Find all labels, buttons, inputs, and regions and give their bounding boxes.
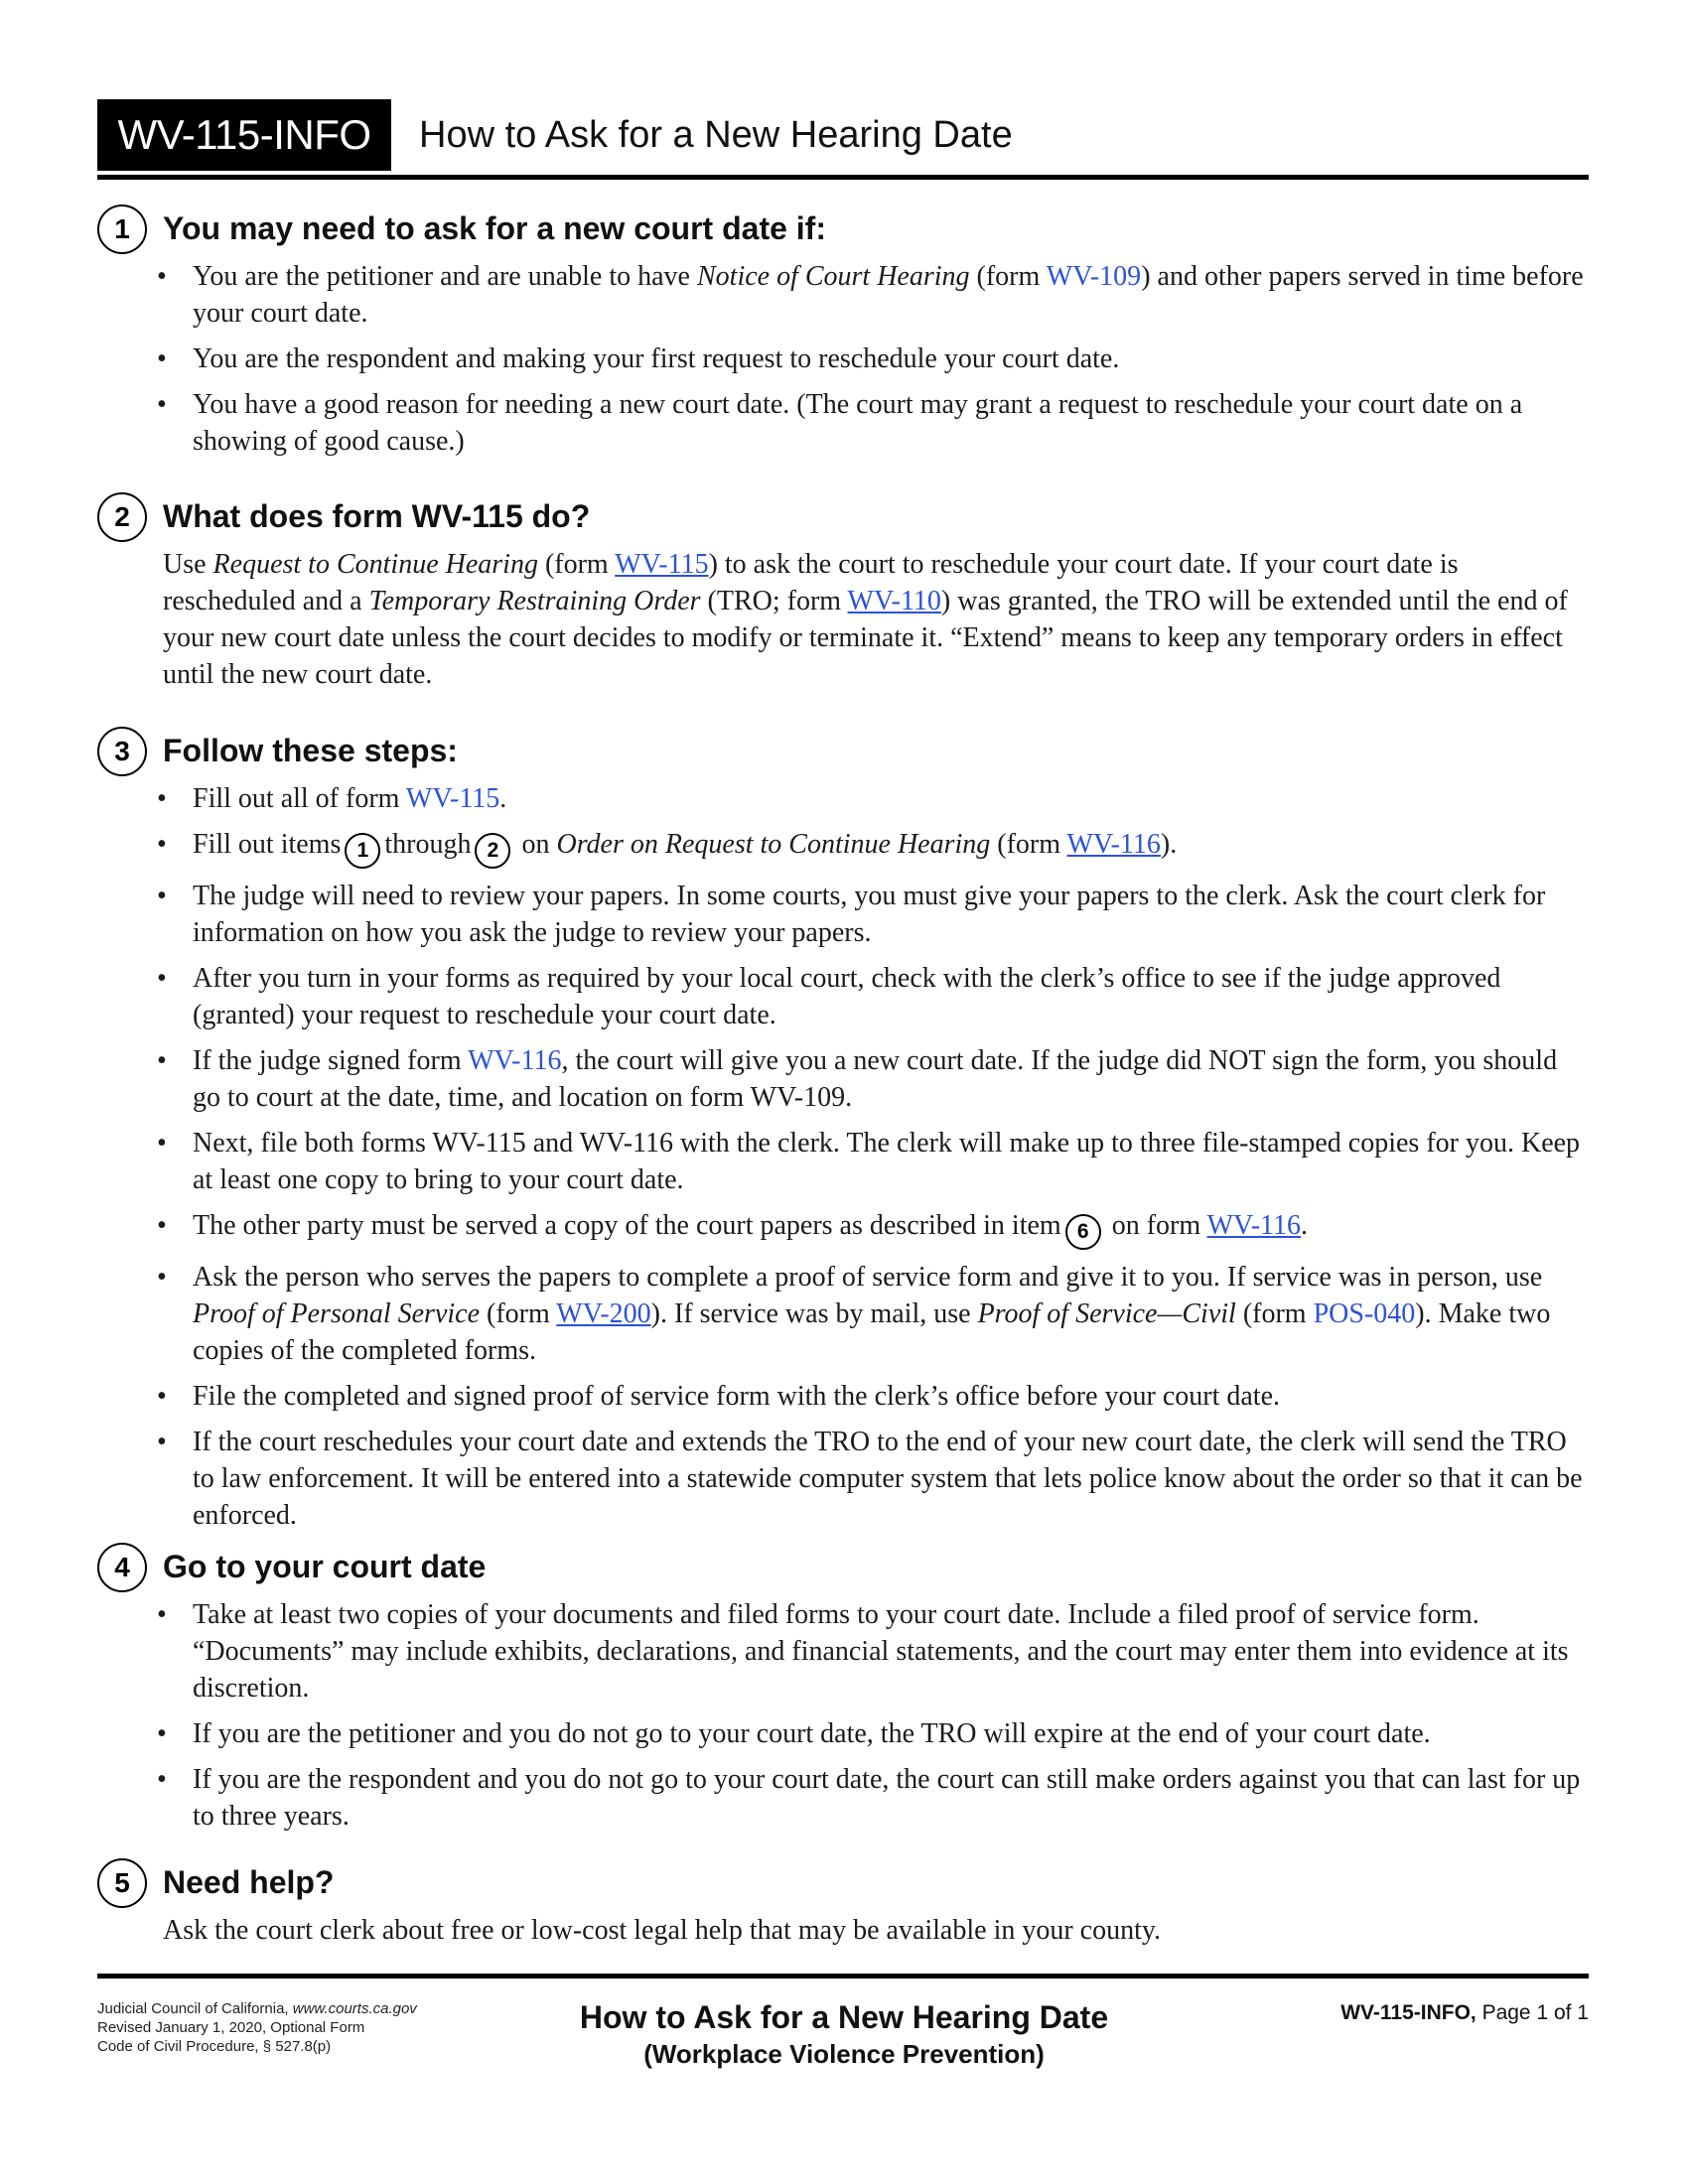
header-divider	[97, 175, 1589, 180]
section-2	[97, 492, 1587, 693]
courts-website-link[interactable]: www.courts.ca.gov	[292, 2000, 417, 2017]
list-item: • Fill out items 1 through 2 on Order on Request to Continue Hearing (form WV-116).	[157, 826, 1587, 869]
bullet-icon: •	[157, 1045, 167, 1076]
section-title: Go to your court date	[163, 1549, 487, 1584]
bullet-icon: •	[157, 829, 167, 860]
list-item: • You are the respondent and making your first request to reschedule your court date.	[157, 341, 1587, 377]
bullet-icon: •	[157, 1599, 167, 1630]
section-3	[97, 727, 1587, 1543]
footer-page-number: WV-115-INFO, Page 1 of 1	[1340, 2001, 1589, 2024]
form-link-pos-040[interactable]: POS-040	[1313, 1298, 1416, 1329]
bullet-list	[97, 258, 1587, 460]
bullet-icon: •	[157, 343, 167, 374]
list-item: • Next, file both forms WV-115 and WV-116 with the clerk. The clerk will make up to three file-stamped copies for you. Keep at least one copy to bring to your court date.	[157, 1125, 1587, 1198]
list-item: • If the court reschedules your court date and extends the TRO to the end of your new court date, the clerk will send the TRO to law enforcement. It will be entered into a statewide computer system that lets police know about the order so that it can be enforced.	[157, 1424, 1587, 1534]
section-title: Follow these steps:	[163, 733, 458, 768]
bullet-icon: •	[157, 1381, 167, 1412]
section-title: You may need to ask for a new court date if:	[163, 210, 826, 246]
list-item: • Fill out all of form WV-115.	[157, 780, 1587, 817]
list-item: • Take at least two copies of your documents and filed forms to your court date. Include a filed proof of service form. “Documents” may include exhibits, declarations, and financial statements, and the court may enter them into evidence at its discretion.	[157, 1596, 1587, 1706]
list-item: • If you are the petitioner and you do not go to your court date, the TRO will expire at the end of your court date.	[157, 1715, 1587, 1752]
section-title: Need help?	[163, 1864, 335, 1900]
list-item: • The judge will need to review your papers. In some courts, you must give your papers to the clerk. Ask the court clerk for information on how you ask the judge to review your papers.	[157, 878, 1587, 951]
page-title: How to Ask for a New Hearing Date	[419, 114, 1013, 156]
section-paragraph: Use Request to Continue Hearing (form WV-115) to ask the court to reschedule your court date. If your court date is rescheduled and a Temporary Restraining Order (TRO; form WV-110) was granted, the TRO will be extended until the end of your new court date unless the court decides to modify or terminate it. “Extend” means to keep any temporary orders in effect until the new court date.	[163, 549, 1568, 690]
bullet-icon: •	[157, 261, 167, 292]
section-4	[97, 1543, 1587, 1843]
bullet-list	[97, 1596, 1587, 1835]
bullet-icon: •	[157, 881, 167, 911]
list-item: • File the completed and signed proof of service form with the clerk’s office before your court date.	[157, 1378, 1587, 1415]
form-link-wv-116[interactable]: WV-116	[1206, 1210, 1301, 1241]
form-link-wv-115[interactable]: WV-115	[615, 549, 709, 580]
item-number-badge: 6	[1065, 1214, 1101, 1250]
list-item: • You are the petitioner and are unable to have Notice of Court Hearing (form WV-109) and other papers served in time before your court date.	[157, 258, 1587, 332]
list-item: • If the judge signed form WV-116, the court will give you a new court date. If the judge did NOT sign the form, you should go to court at the date, time, and location on form WV-109.	[157, 1042, 1587, 1116]
footer-divider	[97, 1974, 1589, 1979]
bullet-icon: •	[157, 1262, 167, 1293]
section-title: What does form WV-115 do?	[163, 498, 591, 534]
bullet-icon: •	[157, 389, 167, 420]
item-number-badge: 2	[475, 833, 510, 869]
bullet-icon: •	[157, 1764, 167, 1795]
form-link-wv-109[interactable]: WV-109	[1046, 261, 1142, 292]
section-1	[97, 205, 1587, 469]
form-link-wv-116[interactable]: WV-116	[468, 1045, 562, 1076]
form-header	[97, 99, 1589, 175]
bullet-icon: •	[157, 1427, 167, 1457]
section-number: 4	[97, 1543, 147, 1592]
form-link-wv-200[interactable]: WV-200	[556, 1298, 651, 1329]
section-number: 3	[97, 727, 147, 776]
bullet-icon: •	[157, 783, 167, 814]
form-code-badge: WV-115-INFO	[97, 99, 391, 171]
form-link-wv-116[interactable]: WV-116	[1066, 829, 1161, 860]
list-item: • After you turn in your forms as required by your local court, check with the clerk’s office to see if the judge approved (granted) your request to reschedule your court date.	[157, 960, 1587, 1033]
section-number: 2	[97, 492, 147, 542]
section-number: 5	[97, 1858, 147, 1908]
bullet-icon: •	[157, 963, 167, 994]
section-5	[97, 1858, 1587, 1949]
bullet-list	[97, 780, 1587, 1534]
footer-citation: Judicial Council of California, www.courts.ca.gov Revised January 1, 2020, Optional Form Code of Civil Procedure, § 527.8(p)	[97, 2000, 417, 2055]
bullet-icon: •	[157, 1128, 167, 1159]
item-number-badge: 1	[345, 833, 380, 869]
form-link-wv-115[interactable]: WV-115	[405, 783, 500, 814]
list-item: • Ask the person who serves the papers to complete a proof of service form and give it to you. If service was in person, use Proof of Personal Service (form WV-200). If service was by mail, use Proof of Service—Civil (form POS-040). Make two copies of the completed forms.	[157, 1259, 1587, 1369]
section-paragraph: Ask the court clerk about free or low-cost legal help that may be available in your county.	[163, 1915, 1162, 1946]
list-item: • The other party must be served a copy of the court papers as described in item 6 on form WV-116.	[157, 1207, 1587, 1250]
section-number: 1	[97, 205, 147, 254]
footer-title: How to Ask for a New Hearing Date (Workplace Violence Prevention)	[579, 1999, 1109, 2069]
bullet-icon: •	[157, 1718, 167, 1749]
list-item: • If you are the respondent and you do not go to your court date, the court can still make orders against you that can last for up to three years.	[157, 1761, 1587, 1835]
bullet-icon: •	[157, 1210, 167, 1241]
list-item: • You have a good reason for needing a new court date. (The court may grant a request to reschedule your court date on a showing of good cause.)	[157, 386, 1587, 460]
form-link-wv-110[interactable]: WV-110	[847, 586, 941, 616]
